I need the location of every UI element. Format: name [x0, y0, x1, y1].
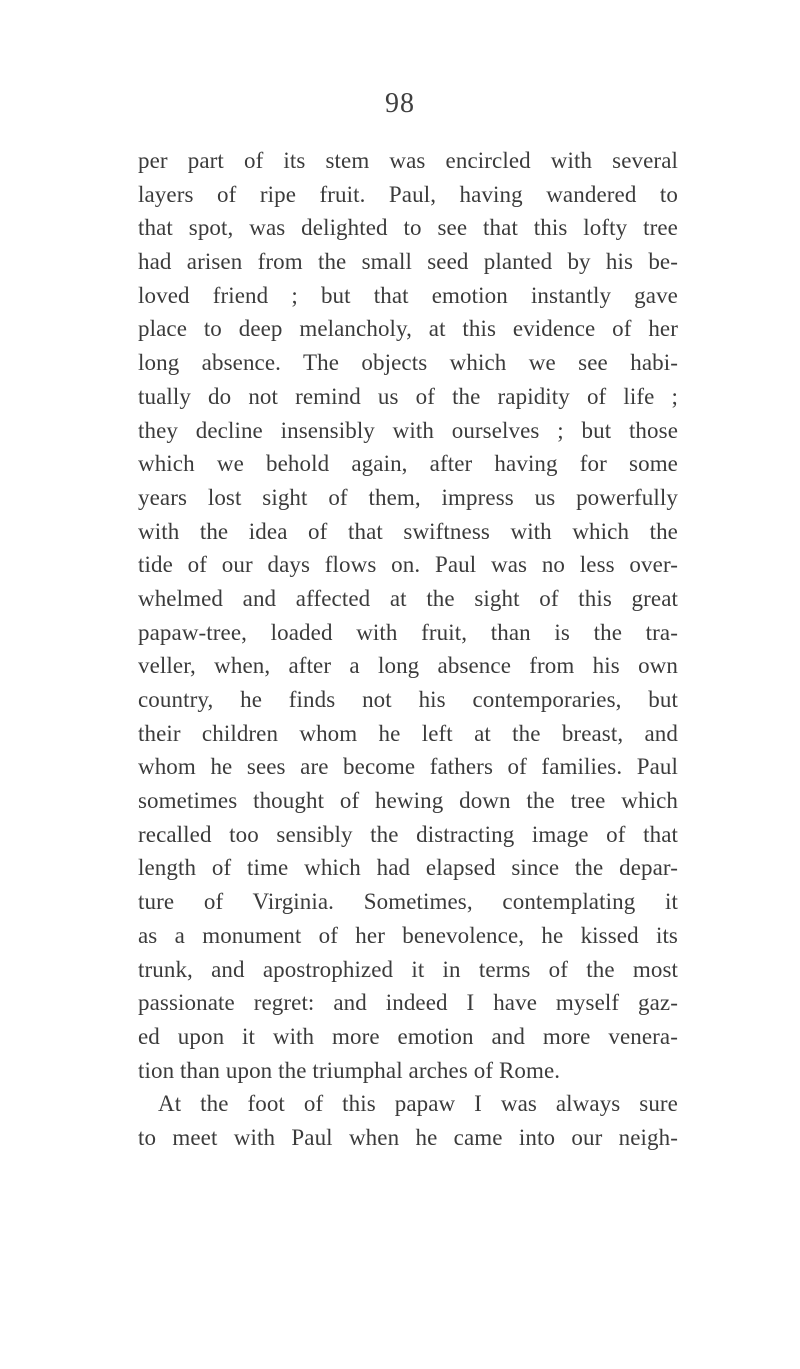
text-line: that spot, was delighted to see that this lofty tree: [138, 215, 678, 241]
text-line: whom he sees are become fathers of families. Paul: [138, 754, 678, 780]
text-line: per part of its stem was encircled with several: [138, 148, 678, 173]
page-number: 98: [385, 88, 415, 119]
text-line: length of time which had elapsed since the depar-: [138, 855, 678, 881]
text-line: with the idea of that swiftness with which the: [138, 518, 678, 544]
text-line: ture of Virginia. Sometimes, contemplating it: [138, 889, 678, 915]
text-line: place to deep melancholy, at this evidence of her: [138, 316, 678, 342]
text-line: veller, when, after a long absence from his own: [138, 653, 678, 679]
text-line: tually do not remind us of the rapidity of life ;: [138, 383, 678, 409]
text-line: tion than upon the triumphal arches of Rome.: [138, 1057, 561, 1083]
body-text: [138, 144, 678, 1155]
text-line: their children whom he left at the breast, and: [138, 720, 678, 746]
text-line: layers of ripe fruit. Paul, having wandered to: [138, 181, 678, 207]
text-line: sometimes thought of hewing down the tree which: [138, 788, 678, 814]
text-line: as a monument of her benevolence, he kissed its: [138, 922, 678, 948]
text-line: whelmed and affected at the sight of this great: [138, 585, 678, 611]
text-line: years lost sight of them, impress us powerfully: [138, 484, 678, 510]
text-line: papaw-tree, loaded with fruit, than is the tra-: [138, 619, 678, 645]
text-line: country, he finds not his contemporaries, but: [138, 687, 678, 712]
text-line: loved friend ; but that emotion instantly gave: [138, 282, 678, 308]
text-line: recalled too sensibly the distracting image of that: [138, 821, 678, 847]
text-line: long absence. The objects which we see habi-: [138, 350, 678, 376]
text-line: trunk, and apostrophized it in terms of the most: [138, 956, 678, 982]
text-line: ed upon it with more emotion and more venera-: [138, 1023, 678, 1049]
text-line: At the foot of this papaw I was always sure: [158, 1091, 678, 1117]
text-line: passionate regret: and indeed I have myself gaz-: [138, 990, 678, 1016]
text-line: to meet with Paul when he came into our neigh-: [138, 1124, 678, 1150]
text-line: which we behold again, after having for some: [138, 451, 678, 477]
text-line: tide of our days flows on. Paul was no less over-: [138, 552, 678, 578]
text-line: they decline insensibly with ourselves ; but those: [138, 417, 678, 443]
text-line: had arisen from the small seed planted by his be-: [138, 249, 678, 275]
